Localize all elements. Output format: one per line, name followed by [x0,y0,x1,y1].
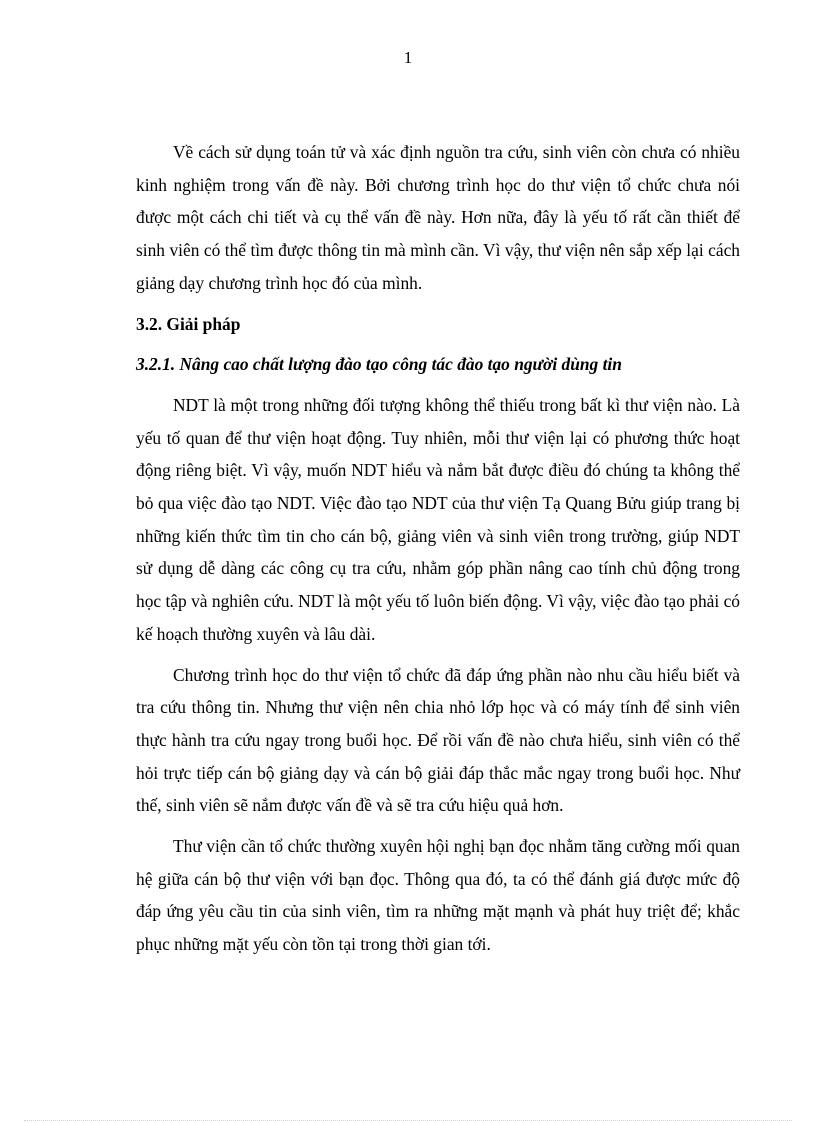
paragraph-user-training: NDT là một trong những đối tượng không thể thiếu trong bất kì thư viện nào. Là yếu tố quan để thư viện hoạt động. Tuy nhiên, mỗi thư viện lại có phương thức hoạt động riêng biệt. Vì vậy, muốn NDT hiểu và nắm bắt được điều đó chúng ta không thể bỏ qua việc đào tạo NDT. Việc đào tạo NDT của thư viện Tạ Quang Bửu giúp trang bị những kiến thức tìm tin cho cán bộ, giảng viên và sinh viên trong trường, giúp NDT sử dụng dễ dàng các công cụ tra cứu, nhằm góp phần nâng cao tính chủ động trong học tập và nghiên cứu. NDT là một yếu tố luôn biến động. Vì vậy, việc đào tạo phải có kế hoạch thường xuyên và lâu dài. [136,394,740,644]
subsection-heading-training: 3.2.1. Nâng cao chất lượng đào tạo công tác đào tạo người dùng tin [136,354,622,375]
page-bottom-divider [24,1120,792,1121]
paragraph-course-program: Chương trình học do thư viện tổ chức đã đáp ứng phần nào nhu cầu hiểu biết và tra cứu thông tin. Nhưng thư viện nên chia nhỏ lớp học và có máy tính để sinh viên thực hành tra cứu ngay trong buổi học. Để rồi vấn đề nào chưa hiểu, sinh viên có thể hỏi trực tiếp cán bộ giảng dạy và cán bộ giải đáp thắc mắc ngay trong buổi học. Như thế, sinh viên sẽ nắm được vấn đề và sẽ tra cứu hiệu quả hơn. [136,664,740,816]
document-body [136,136,740,969]
section-heading-solutions: 3.2. Giải pháp [136,313,241,334]
page-number: 1 [403,48,413,67]
paragraph-reader-conference: Thư viện cần tổ chức thường xuyên hội nghị bạn đọc nhằm tăng cường mối quan hệ giữa cán bộ thư viện với bạn đọc. Thông qua đó, ta có thể đánh giá được mức độ đáp ứng yêu cầu tin của sinh viên, tìm ra những mặt mạnh và phát huy triệt để; khắc phục những mặt yếu còn tồn tại trong thời gian tới. [136,836,740,955]
paragraph-operator-usage: Về cách sử dụng toán tử và xác định nguồn tra cứu, sinh viên còn chưa có nhiều kinh nghiệm trong vấn đề này. Bởi chương trình học do thư viện tổ chức chưa nói được một cách chi tiết và cụ thể vấn đề này. Hơn nữa, đây là yếu tố rất cần thiết để sinh viên có thể tìm được thông tin mà mình cần. Vì vậy, thư viện nên sắp xếp lại cách giảng dạy chương trình học đó của mình. [136,142,740,293]
